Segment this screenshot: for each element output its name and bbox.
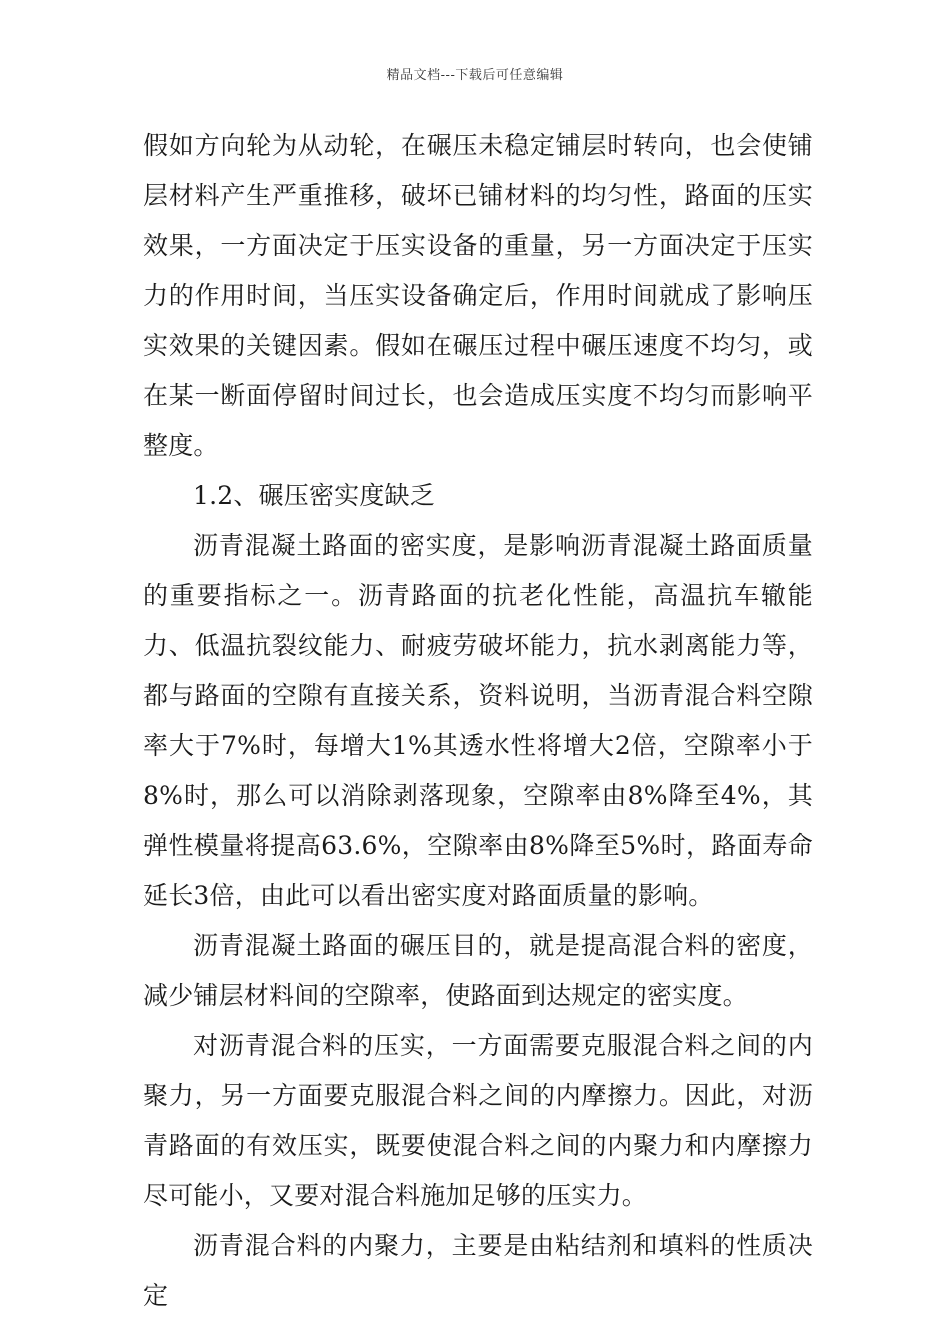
paragraph-cohesion: 沥青混合料的内聚力，主要是由粘结剂和填料的性质决定 [143, 1231, 813, 1310]
paragraph-density: 沥青混凝土路面的密实度，是影响沥青混凝土路面质量的重要指标之一。沥青路面的抗老化性能，高温抗车辙能力、低温抗裂纹能力、耐疲劳破坏能力，抗水剥离能力等，都与路面的空隙有直接关系，资料说明，当沥青混合料空隙率大于7%时，每增大1%其透水性将增大2倍，空隙率小于8%时，那么可以消除剥落现象，空隙率由8%降至4%，其弹性模量将提高63.6%，空隙率由8%降至5%时，路面寿命延长3倍，由此可以看出密实度对路面质量的影响。 [143, 531, 813, 910]
section-heading: 1.2、碾压密实度缺乏 [193, 481, 435, 510]
page-header: 精品文档---下载后可任意编辑 [386, 68, 564, 83]
document-body [143, 121, 813, 1321]
paragraph-compaction-forces: 对沥青混合料的压实，一方面需要克服混合料之间的内聚力，另一方面要克服混合料之间的内摩擦力。因此，对沥青路面的有效压实，既要使混合料之间的内聚力和内摩擦力尽可能小，又要对混合料施加足够的压实力。 [143, 1031, 813, 1210]
paragraph-continuation: 假如方向轮为从动轮，在碾压未稳定铺层时转向，也会使铺层材料产生严重推移，破坏已铺材料的均匀性，路面的压实效果，一方面决定于压实设备的重量，另一方面决定于压实力的作用时间，当压实设备确定后，作用时间就成了影响压实效果的关键因素。假如在碾压过程中碾压速度不均匀，或在某一断面停留时间过长，也会造成压实度不均匀而影响平整度。 [143, 131, 813, 460]
paragraph-compaction-purpose: 沥青混凝土路面的碾压目的，就是提高混合料的密度，减少铺层材料间的空隙率，使路面到达规定的密实度。 [143, 931, 813, 1010]
